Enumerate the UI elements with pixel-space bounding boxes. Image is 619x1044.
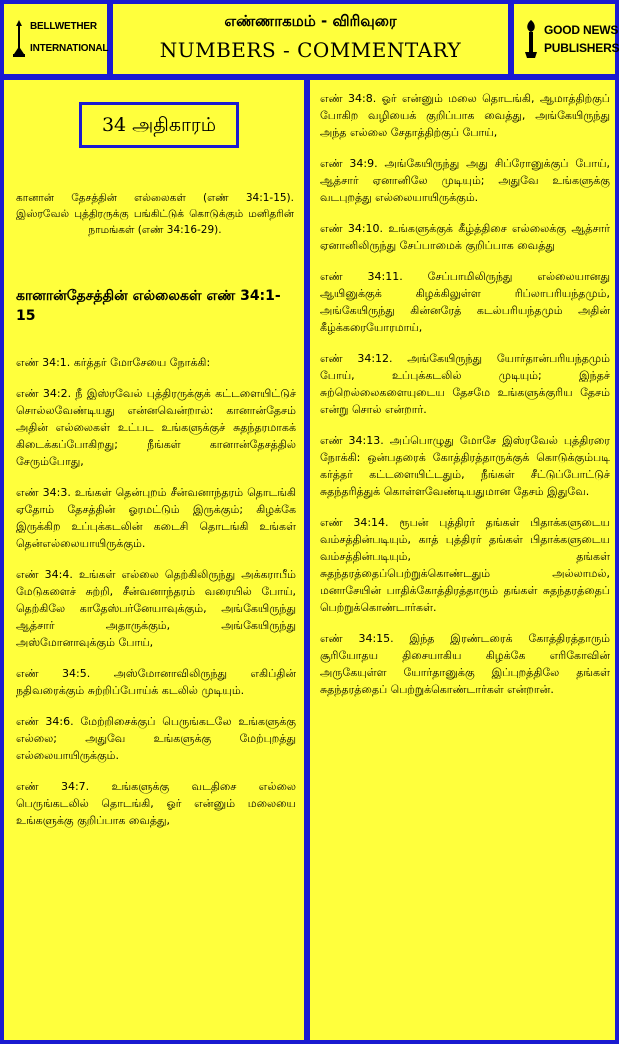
verse-paragraph: எண் 34:4. உங்கள் எல்லை தெற்கிலிருந்து அக்கராபீம் மேடுகளைச் சுற்றி, சீன்வனாந்தரம் வரையில் போய், தெற்கிலே காதேஸ்பர்னேயாவுக்கும், அங்கேயிருந்து ஆத்சார் அதாருக்கும், அங்கேயிருந்து அஸ்மோனாவுக்கும் போய், xyxy=(16,568,296,649)
good-news-logo xyxy=(514,4,619,74)
verse-paragraph: எண் 34:14. ரூபன் புத்திரர் தங்கள் பிதாக்களுடைய வம்சத்தின்படியும், காத் புத்திரர் தங்கள் பிதாக்களுடைய வம்சத்தின்படியும், தங்கள் சுதந்தரத்தைப்பெற்றுக்கொண்டதும் அல்லாமல், மனாசேயின் பாதிக்கோத்திரத்தாரும் தங்கள் சுதந்தரத்தைப் பெற்றுக்கொண்டார்கள். xyxy=(320,516,610,614)
verse-paragraph: எண் 34:7. உங்களுக்கு வடதிசை எல்லை பெருங்கடலில் தொடங்கி, ஓர் என்னும் மலையை உங்களுக்கு குறிப்பாக வைத்து, xyxy=(16,780,296,827)
verse-paragraph: எண் 34:5. அஸ்மோனாவிலிருந்து எகிப்தின் நதிவரைக்கும் சுற்றிப்போய்க் கடலில் முடியும். xyxy=(16,667,296,697)
header-title-tamil: எண்ணாகமம் - விரிவுரை xyxy=(224,12,397,30)
verse-paragraph: எண் 34:15. இந்த இரண்டரைக் கோத்திரத்தாரும் சூரியோதய திசையாகிய கிழக்கே எரிகோவின் அருகேயுள்ள யோர்தானுக்கு இப்புறத்திலே தங்கள் சுதந்தரத்தைப் பெற்றுக்கொண்டார்கள் என்றான். xyxy=(320,632,610,696)
verse-paragraph: எண் 34:6. மேற்றிசைக்குப் பெருங்கடலே உங்களுக்கு எல்லை; அதுவே உங்களுக்கு மேற்புறத்து எல்லையாயிருக்கும். xyxy=(16,715,296,762)
header-title-english: NUMBERS - COMMENTARY xyxy=(159,38,462,62)
verse-paragraph: எண் 34:10. உங்களுக்குக் கீழ்த்திசை எல்லைக்கு ஆத்சார் ஏனானிலிருந்து சேப்பாமைக் குறிப்பாக வைத்து xyxy=(320,222,610,252)
verse-paragraph: எண் 34:9. அங்கேயிருந்து அது சிப்ரோனுக்குப் போய், ஆத்சார் ஏனானிலே முடியும்; அதுவே உங்களுக்கு வடபுறத்து எல்லையாயிருக்கும். xyxy=(320,157,610,204)
verse-paragraph: எண் 34:8. ஓர் என்னும் மலை தொடங்கி, ஆமாத்திற்குப் போகிற வழியைக் குறிப்பாக வைத்து, அங்கேயிருந்து அந்த எல்லை சேதாத்திற்குப் போய், xyxy=(320,92,610,139)
logo-left-line2: INTERNATIONAL xyxy=(30,43,109,54)
bellwether-logo xyxy=(4,4,107,74)
right-column xyxy=(310,80,615,1040)
logo-right-line1: GOOD NEWS xyxy=(544,23,619,37)
logo-left-line1: BELLWETHER xyxy=(30,21,97,32)
verse-paragraph: எண் 34:2. நீ இஸ்ரவேல் புத்திரருக்குக் கட்டளையிட்டுச் சொல்லவேண்டியது என்னவென்றால்: கானான்தேசம் அதின் எல்லைகள் உட்பட உங்களுக்குச் சுதந்தரமாகக் கிடைக்கப்போகிறது; நீங்கள் கானான்தேசத்தில் சேரும்போது, xyxy=(16,387,296,468)
good-news-icon xyxy=(522,18,540,60)
verse-paragraph: எண் 34:1. கர்த்தர் மோசேயை நோக்கி: xyxy=(16,356,211,369)
page-header xyxy=(113,4,508,74)
verse-paragraph: எண் 34:12. அங்கேயிருந்து யோர்தான்பரியந்தமும் போய், உப்புக்கடலில் முடியும்; இந்தச் சுற்றெல்லைகளையுடைய தேசமே உங்களுக்குரிய தேசம் என்று சொல் என்றார். xyxy=(320,352,610,416)
section-title: கானான்தேசத்தின் எல்லைகள் எண் 34:1-15 xyxy=(16,288,281,324)
verse-paragraph: எண் 34:11. சேப்பாமிலிருந்து எல்லையானது ஆயினுக்குக் கிழக்கிலுள்ள ரிப்லாபரியந்தமும், அங்கேயிருந்து கின்னரேத் கடல்பரியந்தமும் அதின் கீழ்க்கரையோரமாய், xyxy=(320,270,610,334)
bellwether-icon xyxy=(12,18,26,58)
left-verse-list xyxy=(16,354,296,843)
left-column xyxy=(4,80,304,1040)
right-verse-list xyxy=(320,90,610,712)
verse-paragraph: எண் 34:13. அப்பொழுது மோசே இஸ்ரவேல் புத்திரரை நோக்கி: ஒன்பதரைக் கோத்திரத்தாருக்குக் கொடுக்கும்படி கர்த்தர் கட்டளையிட்டதும், நீங்கள் சீட்டுப்போட்டுச் சுதந்தரித்துக் கொள்ளவேண்டியதுமான தேசம் இதுவே. xyxy=(320,434,610,498)
chapter-heading: 34 அதிகாரம் xyxy=(79,102,239,148)
chapter-summary: கானான் தேசத்தின் எல்லைகள் (எண் 34:1-15). இஸ்ரவேல் புத்திரருக்கு பங்கிட்டுக் கொடுக்கும் மனிதரின் நாமங்கள் (எண் 34:16-29). xyxy=(16,192,294,236)
verse-paragraph: எண் 34:3. உங்கள் தென்புறம் சீன்வனாந்தரம் தொடங்கி ஏதோம் தேசத்தின் ஓரமட்டும் இருக்கும்; கிழக்கே இருக்கிற உப்புக்கடலின் கடைசி தொடங்கி உங்கள் தென்எல்லையாயிருக்கும். xyxy=(16,486,296,550)
logo-right-line2: PUBLISHERS xyxy=(544,41,619,55)
